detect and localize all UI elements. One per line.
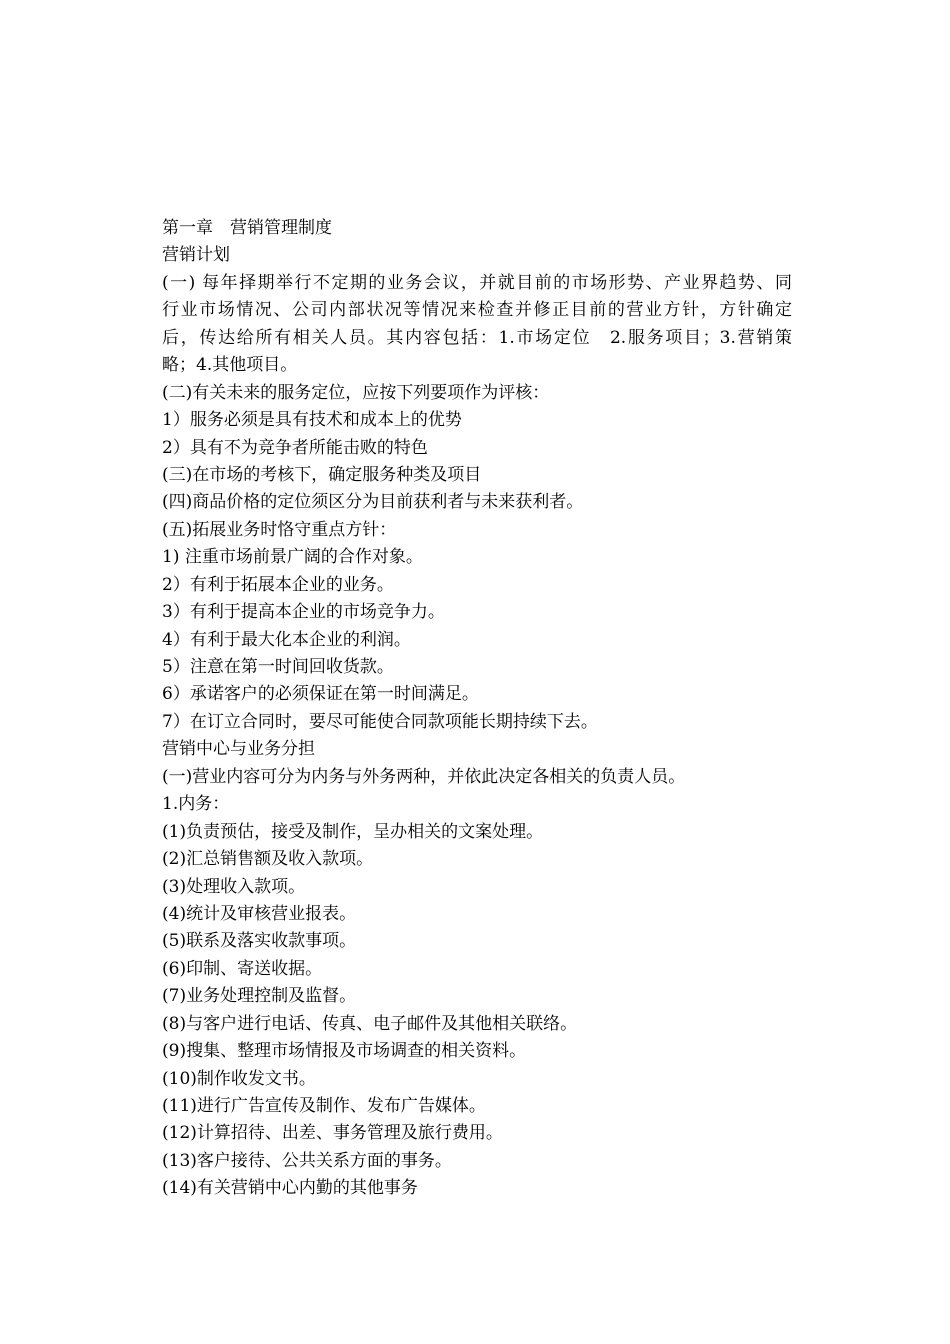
- list-item: 5）注意在第一时间回收货款。: [162, 657, 394, 677]
- list-item: (11)进行广告宣传及制作、发布广告媒体。: [162, 1096, 486, 1116]
- list-item: 7）在订立合同时，要尽可能使合同款项能长期持续下去。: [162, 711, 598, 732]
- list-item: (4)统计及审核营业报表。: [162, 903, 357, 924]
- list-item: 3）有利于提高本企业的市场竞争力。: [162, 602, 445, 623]
- list-item: (3)处理收入款项。: [162, 876, 306, 897]
- paragraph-line: (三)在市场的考核下，确定服务种类及项目: [162, 464, 482, 485]
- list-item: 6）承诺客户的必须保证在第一时间满足。: [162, 684, 479, 705]
- section-heading: 营销计划: [162, 245, 230, 266]
- paragraph-line: (二)有关未来的服务定位，应按下列要项作为评核：: [162, 382, 550, 403]
- paragraph-line: (五)拓展业务时恪守重点方针：: [162, 519, 397, 540]
- paragraph-line: 后，传达给所有相关人员。其内容包括：1.市场定位 2.服务项目；3.营销策: [162, 327, 792, 348]
- list-item: (10)制作收发文书。: [162, 1068, 316, 1089]
- section-heading: 营销中心与业务分担: [162, 739, 315, 760]
- list-item: 2）具有不为竞争者所能击败的特色: [162, 437, 428, 458]
- subsection-heading: 1.内务：: [162, 794, 230, 815]
- list-item: (9)搜集、整理市场情报及市场调查的相关资料。: [162, 1041, 527, 1062]
- paragraph-line: 行业市场情况、公司内部状况等情况来检查并修正目前的营业方针，方针确定: [162, 300, 792, 321]
- list-item: (8)与客户进行电话、传真、电子邮件及其他相关联络。: [162, 1013, 578, 1034]
- list-item: (14)有关营销中心内勤的其他事务: [162, 1178, 418, 1199]
- list-item: 2）有利于拓展本企业的业务。: [162, 574, 394, 595]
- list-item: 1）服务必须是具有技术和成本上的优势: [162, 410, 462, 431]
- list-item: (5)联系及落实收款事项。: [162, 931, 357, 952]
- paragraph-line: (一)营业内容可分为内务与外务两种，并依此决定各相关的负责人员。: [162, 766, 686, 787]
- list-item: 1) 注重市场前景广阔的合作对象。: [162, 547, 423, 568]
- list-item: (13)客户接待、公共关系方面的事务。: [162, 1150, 452, 1171]
- document-body: [162, 215, 792, 1203]
- chapter-title: 第一章 营销管理制度: [162, 218, 332, 238]
- list-item: (12)计算招待、出差、事务管理及旅行费用。: [162, 1123, 503, 1144]
- list-item: 4）有利于最大化本企业的利润。: [162, 629, 411, 650]
- list-item: (1)负责预估，接受及制作，呈办相关的文案处理。: [162, 821, 544, 842]
- paragraph-line: (一) 每年择期举行不定期的业务会议，并就目前的市场形势、产业界趋势、同: [162, 272, 792, 293]
- paragraph-line: 略；4.其他项目。: [162, 355, 298, 376]
- list-item: (2)汇总销售额及收入款项。: [162, 849, 374, 870]
- list-item: (6)印制、寄送收据。: [162, 958, 323, 979]
- list-item: (7)业务处理控制及监督。: [162, 986, 357, 1007]
- paragraph-line: (四)商品价格的定位须区分为目前获利者与未来获利者。: [162, 492, 584, 513]
